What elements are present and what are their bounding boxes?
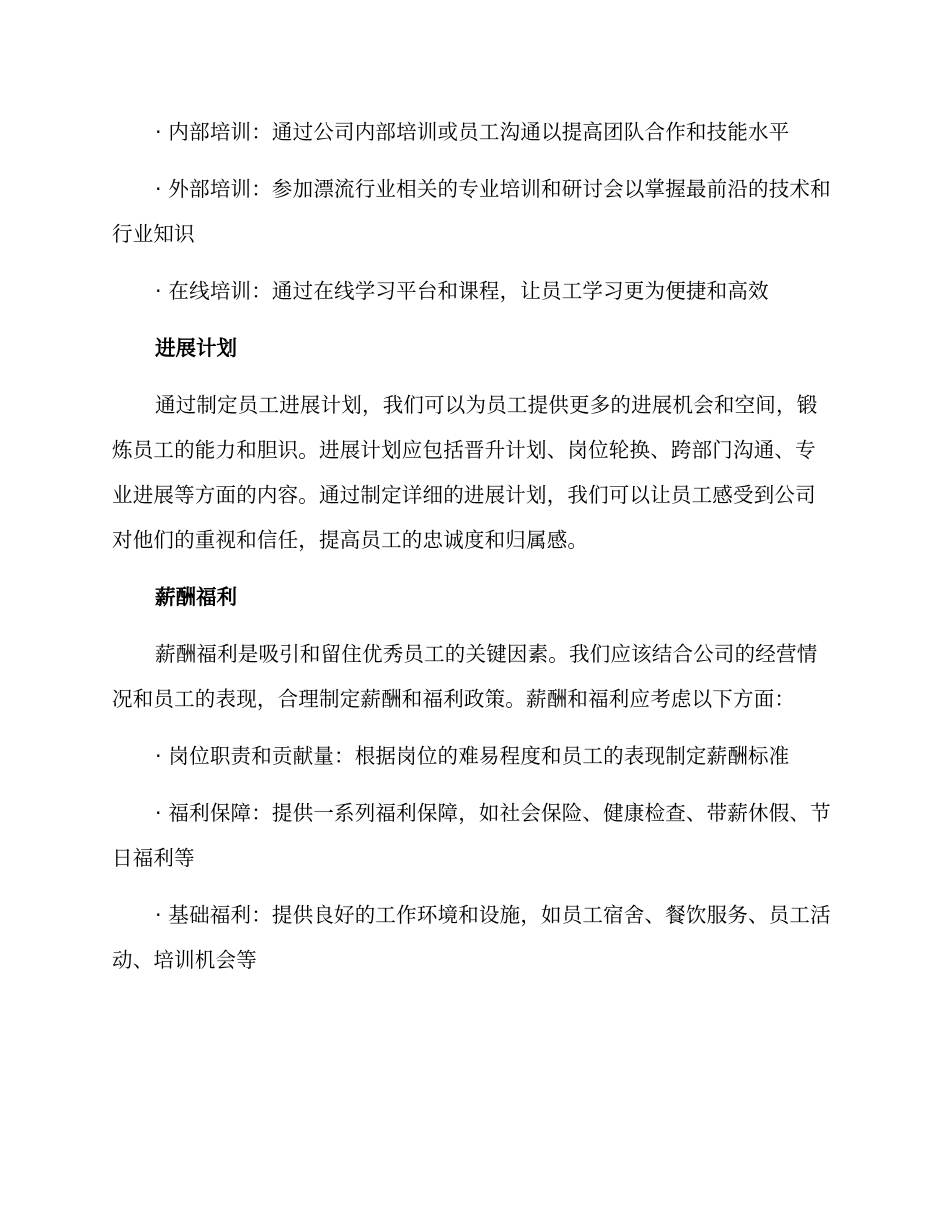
salary-item-basic: · 基础福利：提供良好的工作环境和设施，如员工宿舍、餐饮服务、员工活动、培训机会等 xyxy=(112,903,831,972)
salary-benefits-paragraph: 薪酬福利是吸引和留住优秀员工的关键因素。我们应该结合公司的经营情况和员工的表现，合理制定薪酬和福利政策。薪酬和福利应考虑以下方面： xyxy=(112,642,818,711)
training-item-internal: · 内部培训：通过公司内部培训或员工沟通以提高团队合作和技能水平 xyxy=(155,120,790,144)
document-page xyxy=(112,110,832,995)
salary-item-welfare: · 福利保障：提供一系列福利保障，如社会保险、健康检查、带薪休假、节日福利等 xyxy=(112,801,831,870)
salary-item-duties: · 岗位职责和贡献量：根据岗位的难易程度和员工的表现制定薪酬标准 xyxy=(155,744,790,768)
training-item-external: · 外部培训：参加漂流行业相关的专业培训和研讨会以掌握最前沿的技术和行业知识 xyxy=(112,177,831,246)
training-item-online: · 在线培训：通过在线学习平台和课程，让员工学习更为便捷和高效 xyxy=(155,279,769,303)
salary-benefits-heading: 薪酬福利 xyxy=(155,585,237,609)
progress-plan-heading: 进展计划 xyxy=(155,336,237,360)
progress-plan-paragraph: 通过制定员工进展计划，我们可以为员工提供更多的进展机会和空间，锻炼员工的能力和胆识。进展计划应包括晋升计划、岗位轮换、跨部门沟通、专业进展等方面的内容。通过制定详细的进展计划，我们可以让员工感受到公司对他们的重视和信任，提高员工的忠诚度和归属感。 xyxy=(112,393,818,552)
